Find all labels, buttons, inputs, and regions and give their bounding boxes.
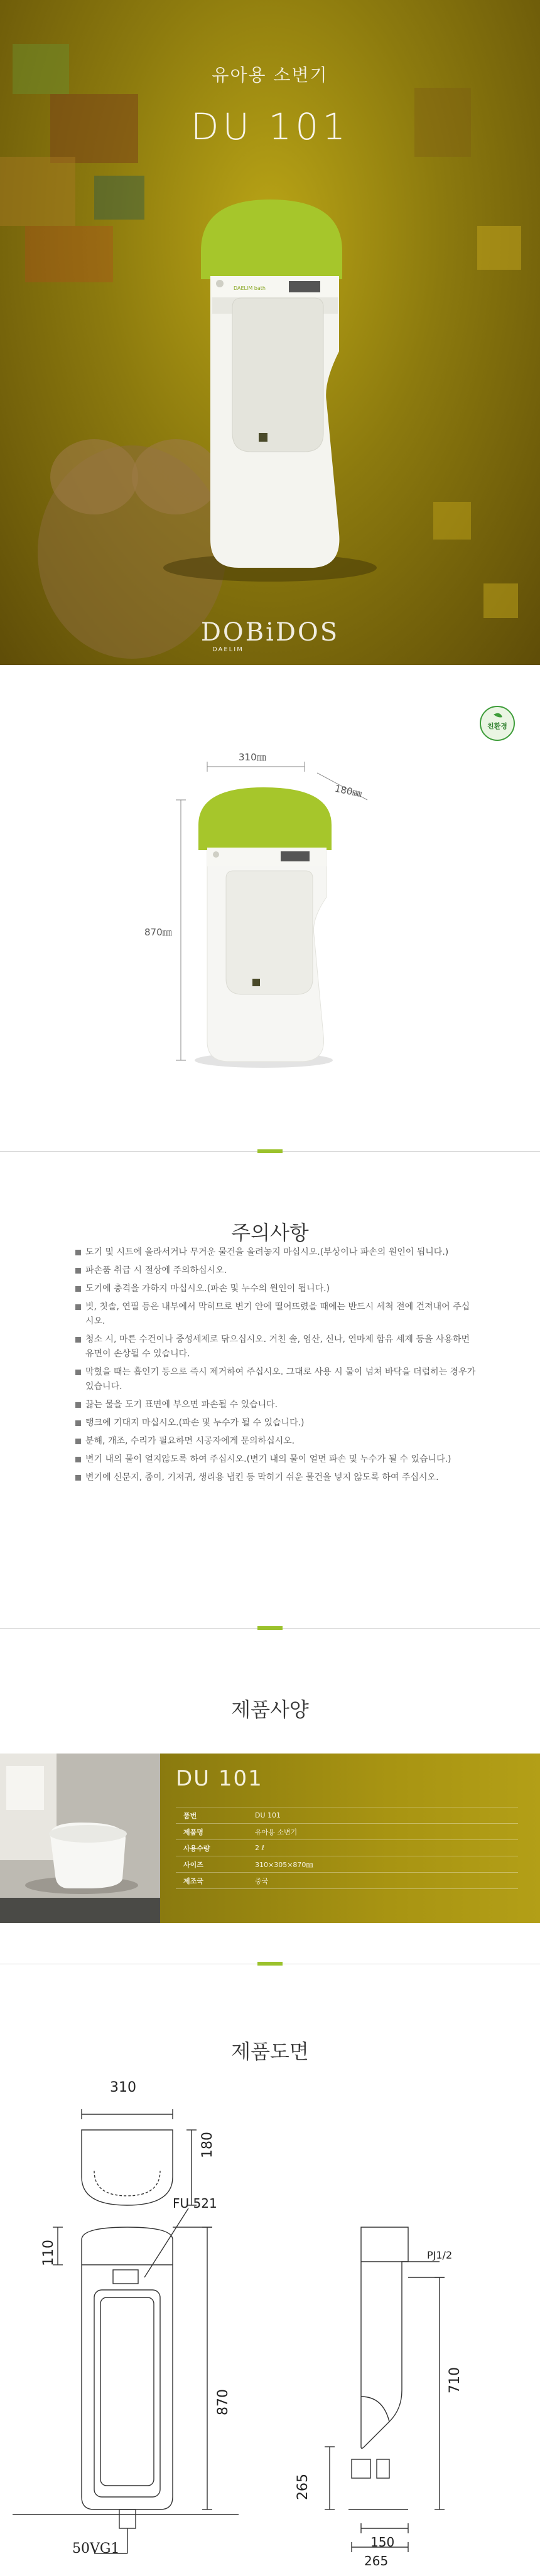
brand-logo: DOBiDOS [200, 618, 340, 647]
fixture-brand-label: DAELIM bath [234, 285, 266, 291]
bullet-square-icon [75, 1304, 81, 1310]
notice-item: 도기에 충격을 가하지 마십시오.(파손 및 누수의 원인이 됩니다.) [75, 1282, 477, 1296]
spec-table [176, 1807, 518, 1889]
bullet-square-icon [75, 1337, 81, 1343]
technical-drawing [0, 2070, 540, 2572]
notice-item: 막혔을 때는 흡인기 등으로 즉시 제거하여 주십시오. 그대로 사용 시 물이 넘쳐 바닥을 더럽히는 경우가 있습니다. [75, 1365, 477, 1394]
spec-model: DU 101 [176, 1766, 263, 1791]
table-row: 제조국 중국 [176, 1873, 518, 1889]
notice-item: 변기에 신문지, 종이, 기저귀, 생리용 냅킨 등 막히기 쉬운 물건을 넣지 않도록 하여 주십시오. [75, 1471, 477, 1485]
notice-heading: 주의사항 [231, 1221, 309, 1245]
bullet-square-icon [75, 1286, 81, 1292]
notice-item: 변기 내의 물이 얼지않도록 하여 주십시오.(변기 내의 물이 얼면 파손 및 누수가 될 수 있습니다.) [75, 1452, 477, 1467]
bullet-square-icon [75, 1370, 81, 1375]
notice-item: 파손품 취급 시 절상에 주의하십시오. [75, 1264, 477, 1278]
side-height-dimension: 710 [447, 2367, 463, 2393]
top-depth-dimension: 180 [200, 2132, 215, 2158]
hero-product-type: 유아용 소변기 [212, 65, 328, 85]
drawing-divider-accent [257, 1962, 283, 1966]
pipe-label: PJ1/2 [427, 2249, 453, 2261]
bullet-square-icon [75, 1402, 81, 1408]
hero-background-blocks [0, 0, 540, 665]
valve-label: 50VG1 [72, 2541, 120, 2557]
table-row: 사용수량 2 ℓ [176, 1840, 518, 1856]
spec-heading: 제품사양 [231, 1698, 309, 1722]
bullet-square-icon [75, 1250, 81, 1255]
front-height-dimension: 870 [215, 2389, 231, 2415]
spec-divider-accent [257, 1626, 283, 1630]
eco-badge-text: 친환경 [487, 722, 507, 730]
fixture-dimension-illustration [0, 665, 540, 1129]
notice-item: 탱크에 기대지 마십시오.(파손 및 누수가 될 수 있습니다.) [75, 1416, 477, 1430]
spec-product-photo [0, 1754, 160, 1923]
top-width-dimension: 310 [110, 2080, 136, 2095]
side-inner-dimension: 265 [295, 2474, 311, 2500]
hero-model-number: DU 101 [190, 105, 350, 148]
notice-item: 빗, 칫솔, 연필 등은 내부에서 막히므로 변기 안에 떨어뜨렸을 때에는 반드시 세척 전에 건져내어 주십시오. [75, 1300, 477, 1329]
notice-item: 분해, 개조, 수리가 필요하면 시공자에게 문의하십시오. [75, 1434, 477, 1449]
upper-gap-dimension: 110 [41, 2240, 57, 2266]
notice-item: 청소 시, 마른 수건이나 중성세제로 닦으십시오. 거친 솔, 염산, 신나, 연마제 함유 세제 등을 사용하면 유면이 손상될 수 있습니다. [75, 1333, 477, 1361]
side-bottom-dimension: 265 [364, 2553, 389, 2568]
bullet-square-icon [75, 1457, 81, 1462]
drawing-heading: 제품도면 [231, 2040, 309, 2063]
bullet-square-icon [75, 1268, 81, 1274]
dimension-photo-section [0, 665, 540, 1129]
notice-list [75, 1245, 477, 1489]
side-offset-dimension: 150 [370, 2535, 395, 2550]
notice-item: 도기 및 시트에 올라서거나 무거운 물건을 올려놓지 마십시오.(부상이나 파손의 원인이 됩니다.) [75, 1245, 477, 1260]
notice-item: 끓는 물을 도기 표면에 부으면 파손될 수 있습니다. [75, 1398, 477, 1412]
depth-dimension-label: 180㎜ [333, 782, 363, 800]
bullet-square-icon [75, 1475, 81, 1481]
height-dimension-label: 870㎜ [144, 927, 172, 938]
bullet-square-icon [75, 1439, 81, 1444]
width-dimension-label: 310㎜ [239, 752, 266, 763]
table-row: 품번 DU 101 [176, 1807, 518, 1824]
hero-banner [0, 0, 540, 665]
fu-label: FU 521 [173, 2196, 217, 2211]
brand-sub-label: DAELIM [212, 646, 244, 653]
spec-room-illustration [0, 1754, 160, 1923]
table-row: 제품명 유아용 소변기 [176, 1824, 518, 1840]
notice-divider-accent [257, 1149, 283, 1153]
table-row: 사이즈 310×305×870㎜ [176, 1856, 518, 1873]
bullet-square-icon [75, 1420, 81, 1426]
